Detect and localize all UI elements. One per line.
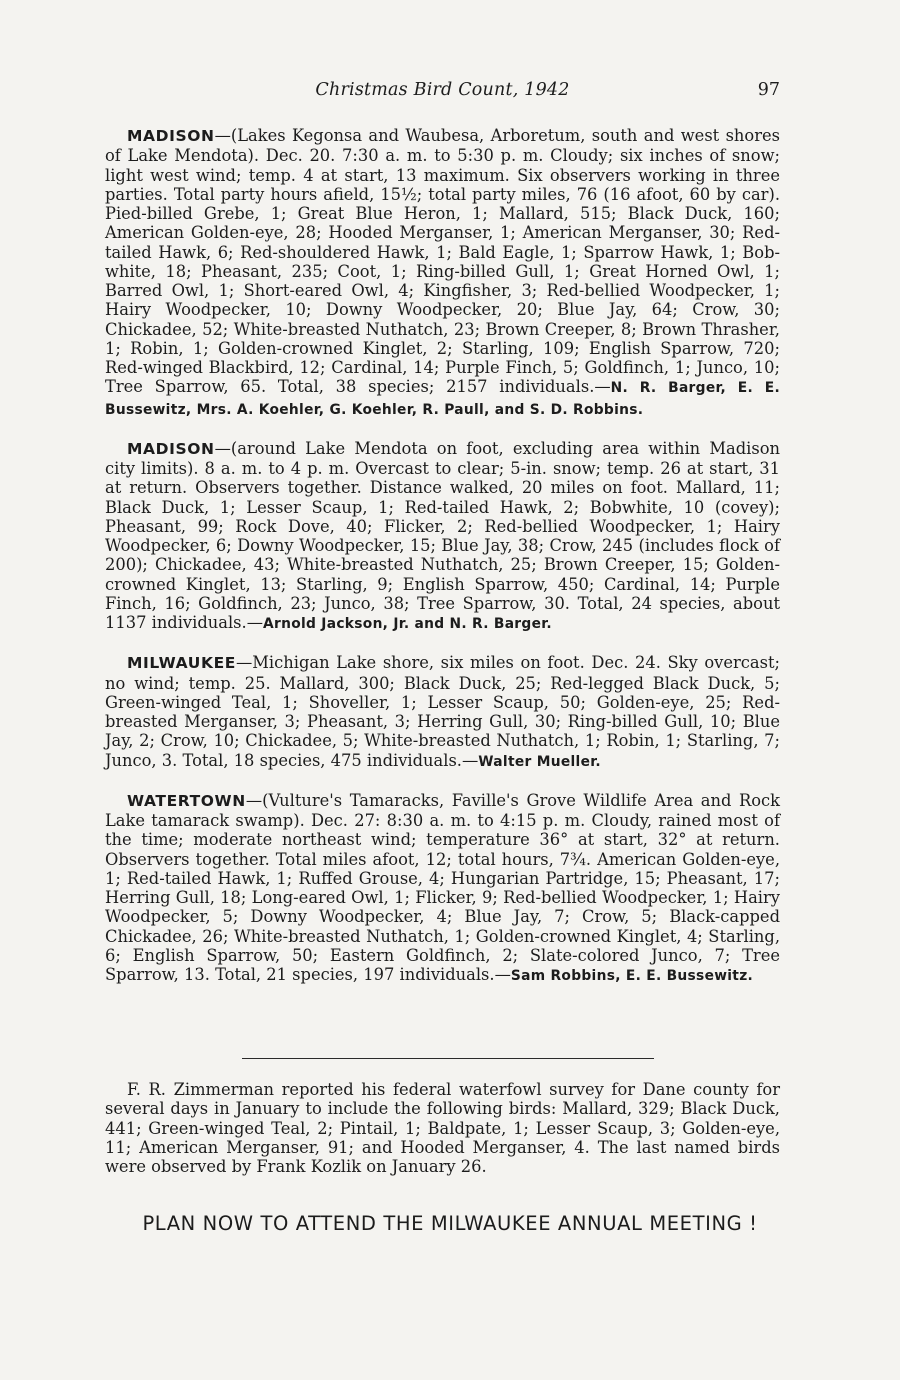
report-observers: N. R. Barger, E. E. Bussewitz, Mrs. A. Koehler, G. Koehler, R. Paull, and S. D. Robbins.: [105, 380, 780, 418]
running-head: [105, 80, 780, 106]
waterfowl-survey-note: F. R. Zimmerman reported his federal waterfowl survey for Dane county for several days in January to include the following birds: Mallard, 329; Black Duck, 441; Green-winged Teal, 2; Pintail, 1; Baldpate, 1; Lesser Scaup, 3; Golden-eye, 11; American Merganser, 91; and Hooded Merganser, 4. The last named birds were observed by Frank Kozlik on January 26.: [105, 1080, 780, 1176]
annual-meeting-announcement: PLAN NOW TO ATTEND THE MILWAUKEE ANNUAL MEETING !: [142, 1212, 758, 1235]
report-details: —(Vulture's Tamaracks, Faville's Grove Wildlife Area and Rock Lake tamarack swamp). Dec. 27: 8:30 a. m. to 4:15 p. m. Cloudy, rained most of the time; moderate northeast wind; temperature 36° at start, 32° at return. Observers together. Total miles afoot, 12; total hours, 7¾. American Golden-eye, 1; Red-tailed Hawk, 1; Ruffed Grouse, 4; Hungarian Partridge, 15; Pheasant, 17; Herring Gull, 18; Long-eared Owl, 1; Flicker, 9; Red-bellied Woodpecker, 1; Hairy Woodpecker, 5; Downy Woodpecker, 4; Blue Jay, 7; Crow, 5; Black-capped Chickadee, 26; White-breasted Nuthatch, 1; Golden-crowned Kinglet, 4; Starling, 6; English Sparrow, 50; Eastern Goldfinch, 2; Slate-colored Junco, 7; Tree Sparrow, 13. Total, 21 species, 197 individuals.—: [105, 790, 780, 984]
report-location: MADISON: [127, 127, 215, 145]
report-details: —(Lakes Kegonsa and Waubesa, Arboretum, south and west shores of Lake Mendota). Dec. 20. 7:30 a. m. to 5:30 p. m. Cloudy; six inches of snow; light west wind; temp. 4 at start, 13 maximum. Six observers working in three parties. Total party hours afield, 15½; total party miles, 76 (16 afoot, 60 by car). Pied-billed Grebe, 1; Great Blue Heron, 1; Mallard, 515; Black Duck, 160; American Golden-eye, 28; Hooded Merganser, 1; American Merganser, 30; Red-tailed Hawk, 6; Red-shouldered Hawk, 1; Bald Eagle, 1; Sparrow Hawk, 1; Bob-white, 18; Pheasant, 235; Coot, 1; Ring-billed Gull, 1; Great Horned Owl, 1; Barred Owl, 1; Short-eared Owl, 4; Kingfisher, 3; Red-bellied Woodpecker, 1; Hairy Woodpecker, 10; Downy Woodpecker, 20; Blue Jay, 64; Crow, 30; Chickadee, 52; White-breasted Nuthatch, 23; Brown Creeper, 8; Brown Thrasher, 1; Robin, 1; Golden-crowned Kinglet, 2; Starling, 109; English Sparrow, 720; Red-winged Blackbird, 12; Cardinal, 14; Purple Finch, 5; Goldfinch, 1; Junco, 10; Tree Sparrow, 65. Total, 38 species; 2157 individuals.—: [105, 126, 780, 397]
report-milwaukee: [105, 653, 780, 772]
report-madison-lakes: [105, 126, 780, 420]
report-watertown: [105, 791, 780, 987]
report-details: —Michigan Lake shore, six miles on foot. Dec. 24. Sky overcast; no wind; temp. 25. Mallard, 300; Black Duck, 25; Red-legged Black Duck, 5; Green-winged Teal, 1; Shoveller, 1; Lesser Scaup, 50; Golden-eye, 25; Red-breasted Merganser, 3; Pheasant, 3; Herring Gull, 30; Ring-billed Gull, 10; Blue Jay, 2; Crow, 10; Chickadee, 5; White-breasted Nuthatch, 1; Robin, 1; Starling, 7; Junco, 3. Total, 18 species, 475 individuals.—: [105, 653, 780, 770]
report-details: —(around Lake Mendota on foot, excluding area within Madison city limits). 8 a. m. to 4 p. m. Overcast to clear; 5-in. snow; temp. 26 at start, 31 at return. Observers together. Distance walked, 20 miles on foot. Mallard, 11; Black Duck, 1; Lesser Scaup, 1; Red-tailed Hawk, 2; Bobwhite, 10 (covey); Pheasant, 99; Rock Dove, 40; Flicker, 2; Red-bellied Woodpecker, 1; Hairy Woodpecker, 6; Downy Woodpecker, 15; Blue Jay, 38; Crow, 245 (includes flock of 200); Chickadee, 43; White-breasted Nuthatch, 25; Brown Creeper, 15; Golden-crowned Kinglet, 13; Starling, 9; English Sparrow, 450; Cardinal, 14; Purple Finch, 16; Goldfinch, 23; Junco, 38; Tree Sparrow, 30. Total, 24 species, about 1137 individuals.—: [105, 438, 780, 632]
page-number: 97: [757, 80, 780, 100]
bird-count-reports: [105, 126, 780, 1005]
report-observers: Sam Robbins, E. E. Bussewitz.: [510, 968, 754, 984]
section-divider: [242, 1058, 654, 1059]
report-location: MILWAUKEE: [127, 654, 236, 673]
running-title: Christmas Bird Count, 1942: [315, 80, 570, 100]
report-location: WATERTOWN: [127, 791, 246, 810]
report-observers: Walter Mueller.: [478, 753, 601, 770]
report-observers: Arnold Jackson, Jr. and N. R. Barger.: [262, 616, 552, 632]
report-location: MADISON: [127, 439, 215, 458]
report-madison-mendota: [105, 439, 780, 635]
